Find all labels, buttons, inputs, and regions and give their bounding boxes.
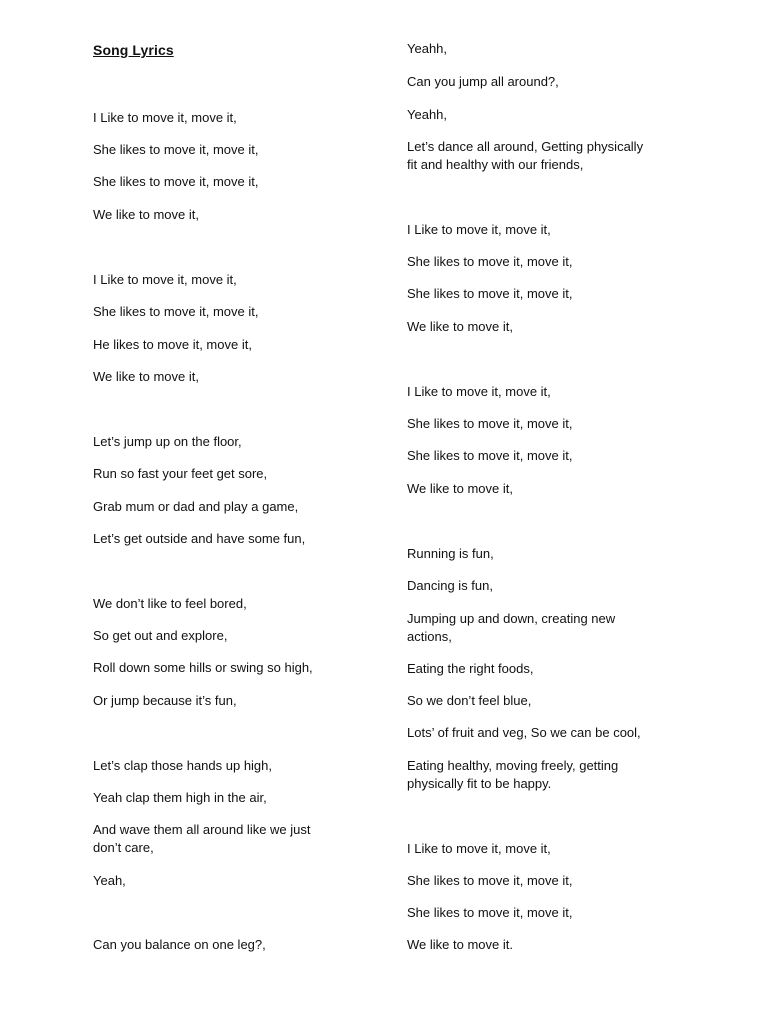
lyric-line: Or jump because it’s fun,	[93, 693, 237, 708]
lyric-line: Let’s jump up on the floor,	[93, 434, 242, 449]
lyric-line: Dancing is fun,	[407, 578, 493, 593]
lyric-line: So we don’t feel blue,	[407, 693, 532, 708]
lyric-line: Eating the right foods,	[407, 661, 534, 676]
lyric-line: Roll down some hills or swing so high,	[93, 660, 313, 675]
lyric-line: She likes to move it, move it,	[407, 286, 573, 301]
lyric-line: Can you balance on one leg?,	[93, 937, 266, 952]
lyric-line: Lots’ of fruit and veg, So we can be cool,	[407, 725, 641, 740]
lyric-line: Eating healthy, moving freely, getting physically fit to be happy.	[407, 758, 619, 791]
lyric-line: Let’s clap those hands up high,	[93, 758, 273, 773]
lyric-line: She likes to move it, move it,	[407, 254, 573, 269]
lyric-line: We like to move it,	[93, 369, 199, 384]
lyric-line: I Like to move it, move it,	[407, 841, 551, 856]
lyric-line: She likes to move it, move it,	[93, 304, 259, 319]
lyric-line: I Like to move it, move it,	[93, 272, 237, 287]
lyric-line: We like to move it,	[407, 481, 513, 496]
lyric-line: We like to move it.	[407, 937, 513, 952]
lyric-line: She likes to move it, move it,	[93, 142, 259, 157]
lyric-line: I Like to move it, move it,	[407, 222, 551, 237]
lyric-line: She likes to move it, move it,	[407, 873, 573, 888]
lyric-line: She likes to move it, move it,	[407, 905, 573, 920]
lyric-line: And wave them all around like we just don’t care,	[93, 822, 311, 855]
lyric-line: We like to move it,	[93, 207, 199, 222]
lyric-line: I Like to move it, move it,	[407, 384, 551, 399]
lyric-line: Running is fun,	[407, 546, 494, 561]
lyric-line: She likes to move it, move it,	[407, 448, 573, 463]
lyric-line: Yeah,	[93, 873, 126, 888]
lyric-line: Yeahh,	[407, 41, 448, 56]
lyric-line: Yeahh,	[407, 107, 448, 122]
lyric-line: Jumping up and down, creating new actions,	[407, 611, 616, 644]
lyric-line: Yeah clap them high in the air,	[93, 790, 267, 805]
lyric-line: Grab mum or dad and play a game,	[93, 499, 299, 514]
lyric-line: We don’t like to feel bored,	[93, 596, 247, 611]
lyric-line: She likes to move it, move it,	[407, 416, 573, 431]
lyric-line: Can you jump all around?,	[407, 74, 559, 89]
lyric-line: Let’s dance all around, Getting physically fit and healthy with our friends,	[407, 139, 644, 172]
lyric-line: Run so fast your feet get sore,	[93, 466, 268, 481]
lyric-line: So get out and explore,	[93, 628, 228, 643]
page-title: Song Lyrics	[93, 42, 174, 58]
lyric-line: I Like to move it, move it,	[93, 110, 237, 125]
lyric-line: We like to move it,	[407, 319, 513, 334]
lyric-line: She likes to move it, move it,	[93, 174, 259, 189]
lyric-line: He likes to move it, move it,	[93, 337, 252, 352]
lyric-line: Let’s get outside and have some fun,	[93, 531, 306, 546]
